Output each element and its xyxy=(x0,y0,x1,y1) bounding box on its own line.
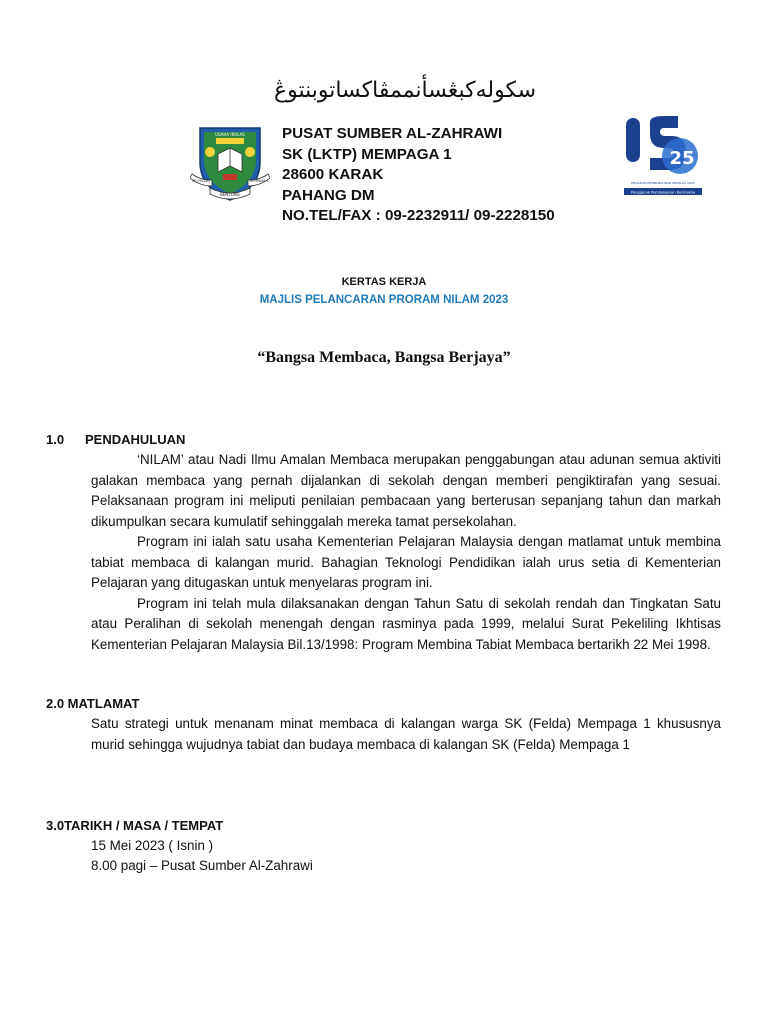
address-line-postcode: 28600 KARAK xyxy=(282,166,384,184)
section-1-body xyxy=(91,450,721,655)
jawi-school-name: سکوله‌کبڠسأنممڤاكساتوبنتوڠ xyxy=(273,78,537,103)
section-1-para-1: ‘NILAM’ atau Nadi Ilmu Amalan Membaca merupakan penggabungan atau adunan semua aktiviti galakan membaca yang pernah dijalankan di sekolah dengan memberi pengiktirafan yang sesuai. Pelaksanaan program ini meliputi penilaian pembacaan yang berterusan sepanjang tahun dan markah dikumpulkan secara kumulatif sehinggalah mereka tamat persekolahan. xyxy=(91,452,721,529)
logo-caption-2: Penggerak Pembelajaran Bermakna xyxy=(630,190,696,195)
kertas-kerja-label: KERTAS KERJA xyxy=(341,276,427,288)
crest-right-ribbon: MEMPAGA 1 xyxy=(249,179,269,183)
address-line-centre: PUSAT SUMBER AL-ZAHRAWI xyxy=(282,125,503,142)
section-2-para: Satu strategi untuk menanam minat membaca di kalangan warga SK (Felda) Mempaga 1 khususnya murid sehingga wujudnya tabiat dan budaya membaca di kalangan SK (Felda) Mempaga 1 xyxy=(91,716,721,752)
section-1-title: PENDAHULUAN xyxy=(85,432,186,447)
section-2-title: 2.0 MATLAMAT xyxy=(46,696,140,711)
school-address-block xyxy=(282,124,555,227)
address-line-phone: NO.TEL/FAX : 09-2232911/ 09-2228150 xyxy=(282,207,555,225)
address-line-state: PAHANG DM xyxy=(282,186,375,204)
program-25-logo xyxy=(620,112,706,200)
majlis-title: MAJLIS PELANCARAN PRORAM NILAM 2023 xyxy=(259,294,509,306)
school-crest-logo xyxy=(190,120,270,210)
crest-bottom-ribbon: BENTONG xyxy=(220,192,240,197)
section-1-para-3: Program ini telah mula dilaksanakan dengan Tahun Satu di sekolah rendah dan Tingkatan Satu atau Peralihan di sekolah menengah dengan rasminya pada 1999, melalui Surat Pekeliling Ikhtisas Kementerian Pelajaran Malaysia Bil.13/1998: Program Membina Tabiat Membaca bertarikh 22 Mei 1998. xyxy=(91,595,721,652)
section-1-para-2: Program ini ialah satu usaha Kementerian Pelajaran Malaysia dengan matlamat untuk membina tabiat membaca di kalangan murid. Bahagian Teknologi Pendidikan ialah urus setia di Kementerian Pelajaran yang ditugaskan untuk menyelaras program ini. xyxy=(91,534,721,590)
section-3-title: 3.0TARIKH / MASA / TEMPAT xyxy=(46,818,224,833)
logo-caption-1: PROGRAM PEMBANGUNAN SEKOLAH 2023 xyxy=(631,181,695,185)
section-1-number: 1.0 xyxy=(46,432,65,447)
crest-left-ribbon: SK (FELDA) xyxy=(192,179,210,183)
address-line-school: SK (LKTP) MEMPAGA 1 xyxy=(282,145,452,163)
section-3-date: 15 Mei 2023 ( Isnin ) xyxy=(91,838,214,853)
section-3-time-place: 8.00 pagi – Pusat Sumber Al-Zahrawi xyxy=(91,858,313,873)
crest-top-ribbon: USAHA IKHLAS xyxy=(215,132,245,137)
logo-25-number: 25 xyxy=(669,148,695,169)
motto: “Bangsa Membaca, Bangsa Berjaya” xyxy=(257,349,511,366)
